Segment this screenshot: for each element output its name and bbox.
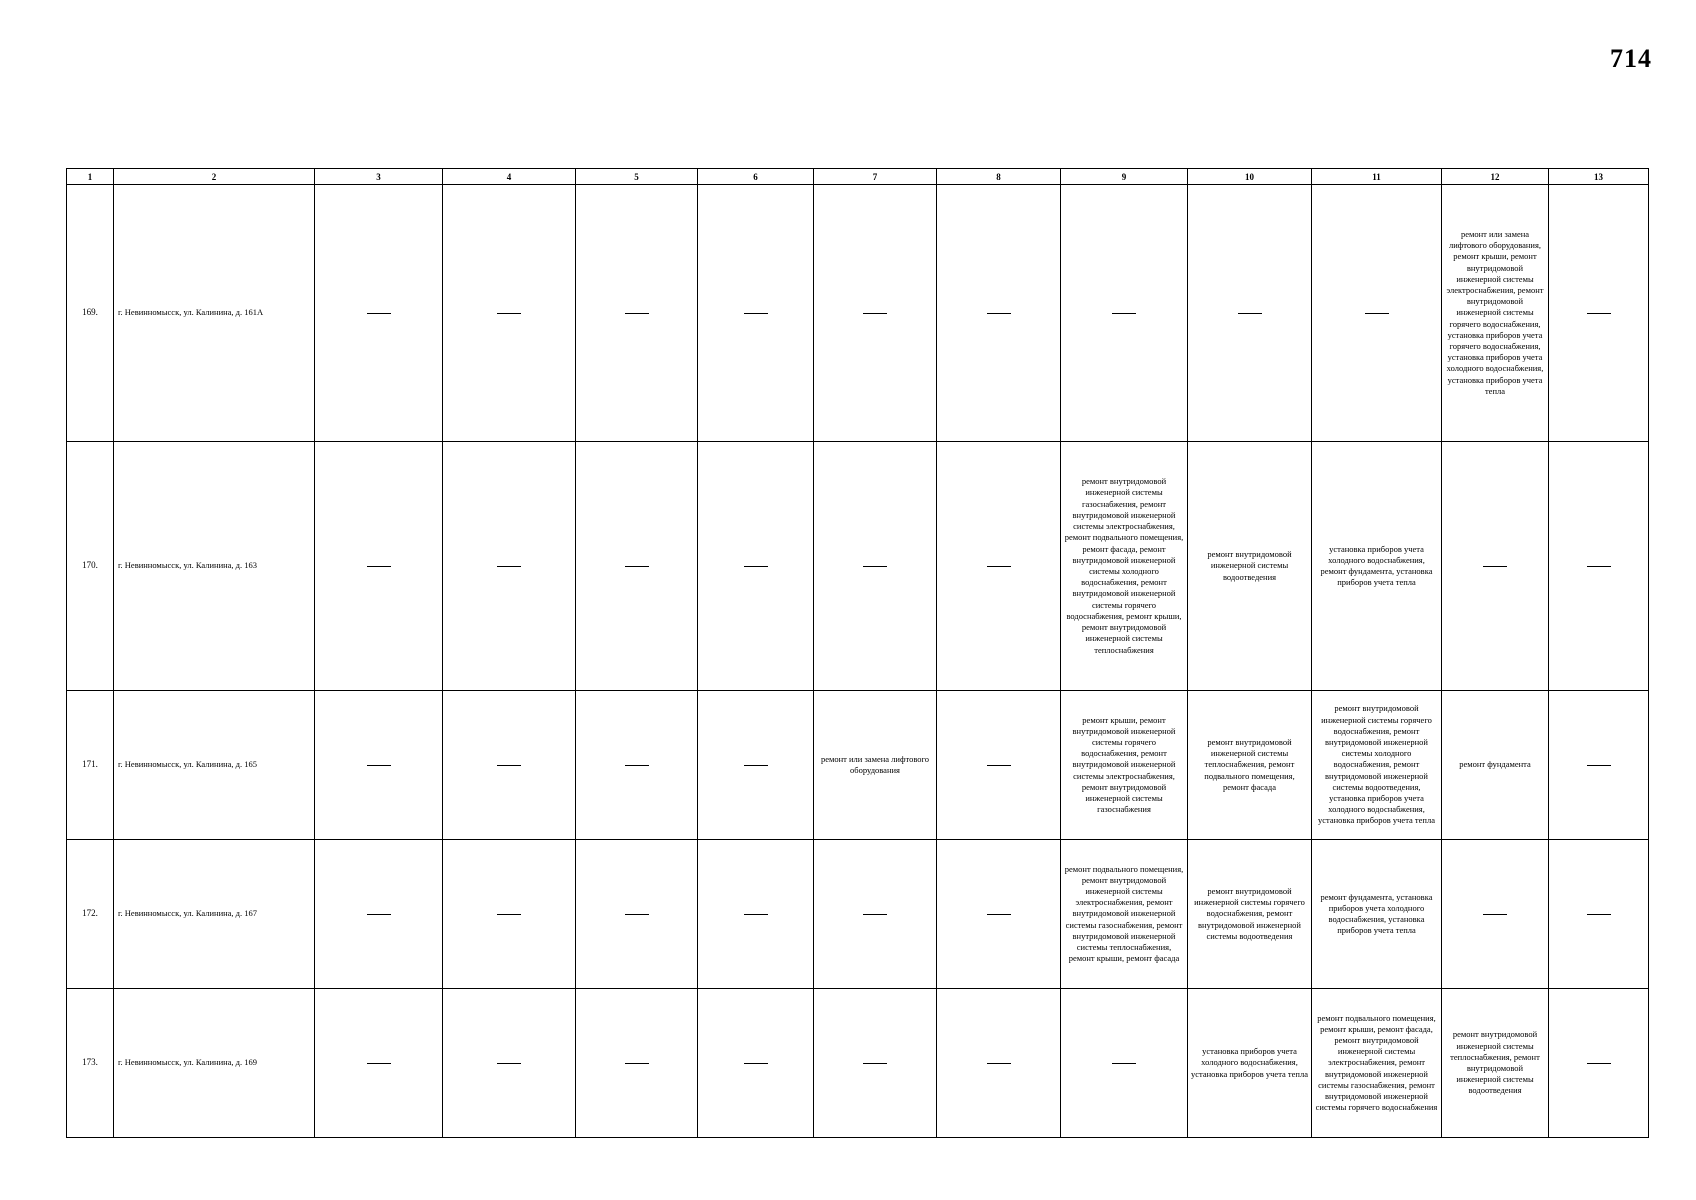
work-list-cell: ремонт внутридомовой инженерной системы горячего водоснабжения, ремонт внутридомовой инженерной системы водоотведения xyxy=(1188,840,1312,989)
table-cell xyxy=(1549,989,1649,1138)
empty-dash xyxy=(744,566,768,567)
work-list-cell: ремонт фундамента, установка приборов учета холодного водоснабжения, установка приборов учета тепла xyxy=(1312,840,1442,989)
table-cell xyxy=(698,840,814,989)
table-cell xyxy=(576,185,698,442)
table-row xyxy=(67,185,1649,442)
table-cell xyxy=(315,989,443,1138)
table-cell xyxy=(1549,442,1649,691)
column-header: 2 xyxy=(114,169,315,185)
empty-dash xyxy=(1587,765,1611,766)
row-number: 171. xyxy=(67,691,114,840)
empty-dash xyxy=(744,914,768,915)
table-cell xyxy=(576,691,698,840)
table-cell xyxy=(1061,185,1188,442)
table-cell xyxy=(814,442,937,691)
column-header: 12 xyxy=(1442,169,1549,185)
table-cell xyxy=(1549,691,1649,840)
table-cell xyxy=(1442,840,1549,989)
empty-dash xyxy=(497,313,521,314)
address-cell: г. Невинномысск, ул. Калинина, д. 167 xyxy=(114,840,315,989)
column-number-row xyxy=(67,169,1649,185)
table-cell xyxy=(814,989,937,1138)
address-cell: г. Невинномысск, ул. Калинина, д. 169 xyxy=(114,989,315,1138)
work-list-cell: ремонт внутридомовой инженерной системы теплоснабжения, ремонт внутридомовой инженерной системы водоотведения xyxy=(1442,989,1549,1138)
table-cell xyxy=(315,442,443,691)
column-header: 3 xyxy=(315,169,443,185)
work-list-cell: ремонт или замена лифтового оборудования, ремонт крыши, ремонт внутридомовой инженерной системы электроснабжения, ремонт внутридомовой инженерной системы горячего водоснабжения, установка приборов учета горячего водоснабжения, установка приборов учета холодного водоснабжения, установка приборов учета тепла xyxy=(1442,185,1549,442)
empty-dash xyxy=(744,313,768,314)
empty-dash xyxy=(1112,313,1136,314)
table-cell xyxy=(1549,840,1649,989)
column-header: 10 xyxy=(1188,169,1312,185)
table-cell xyxy=(315,840,443,989)
table-row xyxy=(67,840,1649,989)
column-header: 8 xyxy=(937,169,1061,185)
empty-dash xyxy=(987,1063,1011,1064)
empty-dash xyxy=(1483,566,1507,567)
column-header: 9 xyxy=(1061,169,1188,185)
empty-dash xyxy=(367,1063,391,1064)
work-list-cell: ремонт или замена лифтового оборудования xyxy=(814,691,937,840)
table-cell xyxy=(937,185,1061,442)
column-header: 4 xyxy=(443,169,576,185)
empty-dash xyxy=(625,566,649,567)
empty-dash xyxy=(1587,914,1611,915)
table-cell xyxy=(443,442,576,691)
row-number: 172. xyxy=(67,840,114,989)
empty-dash xyxy=(367,566,391,567)
empty-dash xyxy=(625,765,649,766)
empty-dash xyxy=(744,1063,768,1064)
table-cell xyxy=(1061,989,1188,1138)
empty-dash xyxy=(625,1063,649,1064)
work-list-cell: ремонт внутридомовой инженерной системы водоотведения xyxy=(1188,442,1312,691)
empty-dash xyxy=(1112,1063,1136,1064)
empty-dash xyxy=(497,566,521,567)
document-sheet xyxy=(66,168,1648,1138)
table-cell xyxy=(937,989,1061,1138)
empty-dash xyxy=(1587,566,1611,567)
table-row xyxy=(67,989,1649,1138)
address-cell: г. Невинномысск, ул. Калинина, д. 163 xyxy=(114,442,315,691)
work-list-cell: ремонт подвального помещения, ремонт крыши, ремонт фасада, ремонт внутридомовой инженерной системы электроснабжения, ремонт внутридомовой инженерной системы газоснабжения, ремонт внутридомовой инженерной системы горячего водоснабжения xyxy=(1312,989,1442,1138)
table-cell xyxy=(698,989,814,1138)
column-header: 5 xyxy=(576,169,698,185)
page-number: 714 xyxy=(1610,44,1652,73)
table-cell xyxy=(937,840,1061,989)
empty-dash xyxy=(1483,914,1507,915)
table-cell xyxy=(814,840,937,989)
column-header: 7 xyxy=(814,169,937,185)
table-cell xyxy=(576,989,698,1138)
table-cell xyxy=(443,185,576,442)
empty-dash xyxy=(1365,313,1389,314)
empty-dash xyxy=(863,914,887,915)
column-header: 13 xyxy=(1549,169,1649,185)
work-list-cell: ремонт фундамента xyxy=(1442,691,1549,840)
column-header: 1 xyxy=(67,169,114,185)
work-list-cell: установка приборов учета холодного водоснабжения, установка приборов учета тепла xyxy=(1188,989,1312,1138)
table-row xyxy=(67,691,1649,840)
table-cell xyxy=(443,691,576,840)
table-cell xyxy=(698,185,814,442)
empty-dash xyxy=(1587,313,1611,314)
empty-dash xyxy=(987,914,1011,915)
table-cell xyxy=(315,691,443,840)
work-list-cell: ремонт подвального помещения, ремонт внутридомовой инженерной системы электроснабжения, ремонт внутридомовой инженерной системы газоснабжения, ремонт внутридомовой инженерной системы теплоснабжения, ремонт крыши, ремонт фасада xyxy=(1061,840,1188,989)
table-cell xyxy=(443,840,576,989)
row-number: 170. xyxy=(67,442,114,691)
address-cell: г. Невинномысск, ул. Калинина, д. 165 xyxy=(114,691,315,840)
table-cell xyxy=(576,840,698,989)
work-list-cell: ремонт внутридомовой инженерной системы горячего водоснабжения, ремонт внутридомовой инженерной системы холодного водоснабжения, ремонт внутридомовой инженерной системы водоотведения, установка приборов учета холодного водоснабжения, установка приборов учета тепла xyxy=(1312,691,1442,840)
table-cell xyxy=(1442,442,1549,691)
repair-schedule-table xyxy=(66,168,1649,1138)
work-list-cell: ремонт внутридомовой инженерной системы теплоснабжения, ремонт подвального помещения, ремонт фасада xyxy=(1188,691,1312,840)
table-cell xyxy=(443,989,576,1138)
empty-dash xyxy=(987,566,1011,567)
table-cell xyxy=(576,442,698,691)
empty-dash xyxy=(625,914,649,915)
empty-dash xyxy=(863,313,887,314)
table-row xyxy=(67,442,1649,691)
empty-dash xyxy=(987,765,1011,766)
empty-dash xyxy=(863,1063,887,1064)
work-list-cell: установка приборов учета холодного водоснабжения, ремонт фундамента, установка приборов учета тепла xyxy=(1312,442,1442,691)
table-cell xyxy=(315,185,443,442)
table-cell xyxy=(937,691,1061,840)
empty-dash xyxy=(497,914,521,915)
table-cell xyxy=(1188,185,1312,442)
empty-dash xyxy=(367,914,391,915)
empty-dash xyxy=(497,1063,521,1064)
table-cell xyxy=(1312,185,1442,442)
table-cell xyxy=(937,442,1061,691)
empty-dash xyxy=(744,765,768,766)
empty-dash xyxy=(987,313,1011,314)
column-header: 11 xyxy=(1312,169,1442,185)
work-list-cell: ремонт внутридомовой инженерной системы газоснабжения, ремонт внутридомовой инженерной системы электроснабжения, ремонт подвального помещения, ремонт фасада, ремонт внутридомовой инженерной системы холодного водоснабжения, ремонт внутридомовой инженерной системы горячего водоснабжения, ремонт крыши, ремонт внутридомовой инженерной системы теплоснабжения xyxy=(1061,442,1188,691)
empty-dash xyxy=(863,566,887,567)
address-cell: г. Невинномысск, ул. Калинина, д. 161А xyxy=(114,185,315,442)
row-number: 169. xyxy=(67,185,114,442)
column-header: 6 xyxy=(698,169,814,185)
row-number: 173. xyxy=(67,989,114,1138)
table-cell xyxy=(1549,185,1649,442)
table-cell xyxy=(814,185,937,442)
work-list-cell: ремонт крыши, ремонт внутридомовой инженерной системы горячего водоснабжения, ремонт внутридомовой инженерной системы электроснабжения, ремонт внутридомовой инженерной системы газоснабжения xyxy=(1061,691,1188,840)
empty-dash xyxy=(625,313,649,314)
table-cell xyxy=(698,442,814,691)
empty-dash xyxy=(367,765,391,766)
table-cell xyxy=(698,691,814,840)
empty-dash xyxy=(1587,1063,1611,1064)
empty-dash xyxy=(367,313,391,314)
empty-dash xyxy=(497,765,521,766)
empty-dash xyxy=(1238,313,1262,314)
